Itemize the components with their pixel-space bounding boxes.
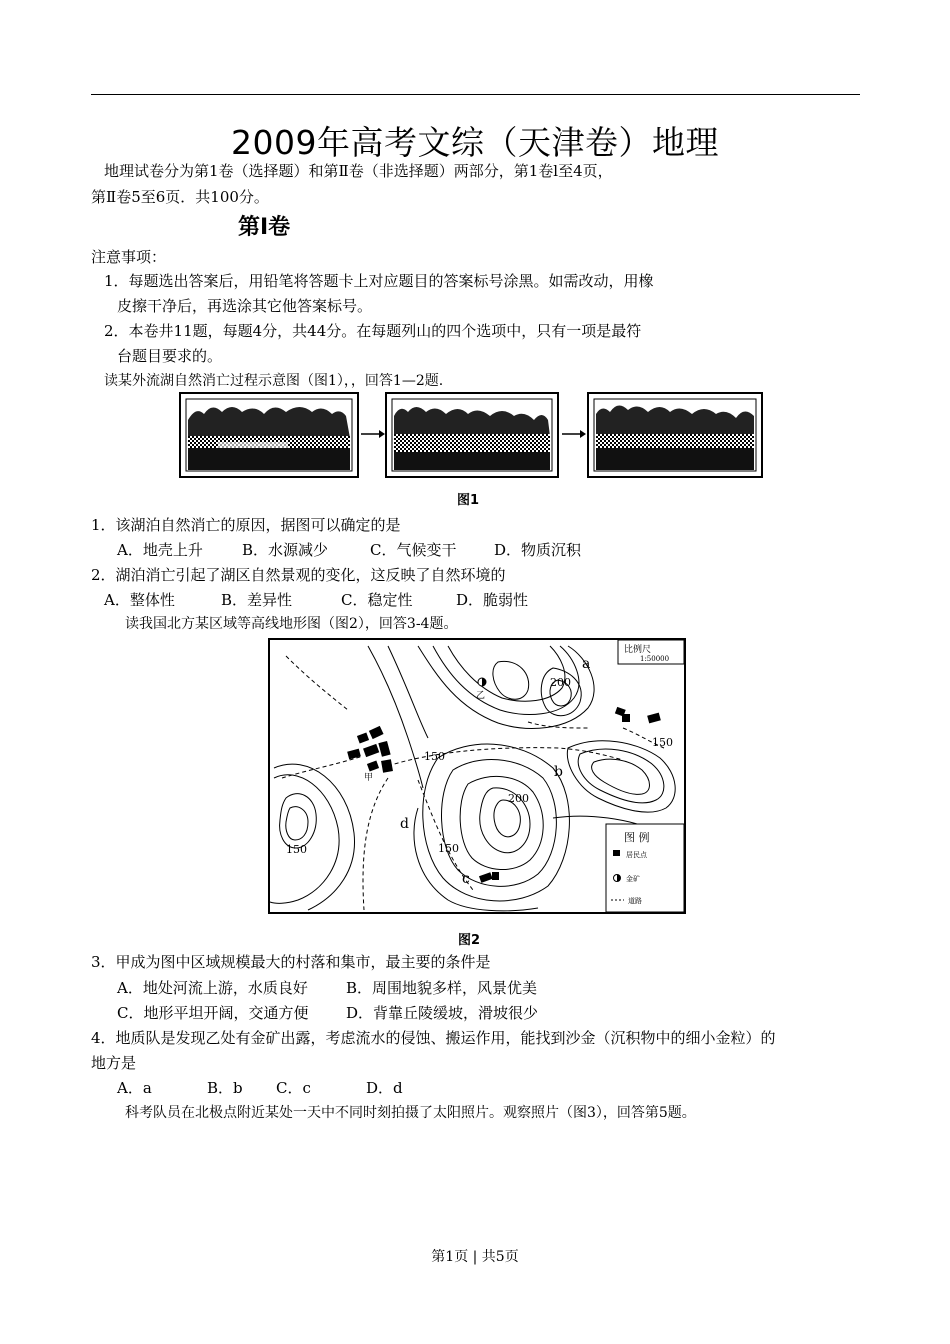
note-2-line-2: 台题目要求的。: [117, 347, 223, 365]
figure1-caption: 图1: [457, 493, 480, 508]
q2-option-c: C．稳定性: [341, 591, 413, 609]
point-label-a: a: [582, 656, 591, 672]
contour-label-150-right: 150: [652, 736, 673, 749]
q3-option-a: A．地处河流上游，水质良好: [117, 979, 308, 997]
q2-option-b: B．差异性: [221, 591, 293, 609]
header-rule: [91, 94, 860, 95]
point-label-d: d: [400, 816, 409, 832]
point-label-c: c: [462, 871, 470, 887]
q4-option-c: C．c: [276, 1079, 311, 1097]
q4-option-b: B．b: [207, 1079, 243, 1097]
q3-option-d: D．背靠丘陵缓坡，滑坡很少: [346, 1004, 539, 1022]
contour-label-200-center: 200: [508, 792, 529, 805]
figure2-legend: [606, 824, 684, 912]
lake-stage-3-panel: [588, 393, 762, 477]
point-label-jia: 甲: [364, 773, 374, 783]
page-footer: 第1页 | 共5页: [431, 1249, 519, 1265]
scale-value: 1:50000: [640, 655, 670, 663]
figure2-contour-map: [268, 638, 688, 916]
figure2-caption: 图2: [458, 933, 481, 948]
q2-option-a: A．整体性: [104, 591, 175, 609]
legend-item-settlement: 居民点: [626, 851, 647, 859]
q5-prompt: 科考队员在北极点附近某处一天中不同时刻拍摄了太阳照片。观察照片（图3），回答第5题。: [125, 1105, 696, 1121]
legend-item-gold: 金矿: [626, 875, 640, 883]
note-1-line-1: 1．每题选出答案后，用铅笔将答题卡上对应题目的答案标号涂黑。如需改动，用橡: [104, 272, 654, 290]
section-heading: 第Ⅰ卷: [238, 215, 291, 240]
legend-gold-icon: [614, 875, 621, 882]
q1-option-a: A．地壳上升: [117, 541, 203, 559]
lake-stage-1-panel: [180, 393, 358, 477]
scale-label: 比例尺: [624, 645, 652, 655]
q3-option-b: B．周围地貌多样，风景优美: [346, 979, 538, 997]
legend-settlement-icon: [613, 850, 620, 856]
q1-stem: 1．该湖泊自然消亡的原因，据图可以确定的是: [91, 516, 401, 534]
legend-title: 图 例: [624, 831, 650, 844]
point-label-yi: 乙: [476, 691, 486, 701]
contour-label-150-left: 150: [286, 843, 307, 856]
q2-stem: 2．湖泊消亡引起了湖区自然景观的变化，这反映了自然环境的: [91, 566, 506, 584]
arrow-icon-1: [361, 430, 385, 438]
gold-mine-icon: [478, 678, 486, 686]
q1-option-d: D．物质沉积: [494, 541, 582, 559]
note-1-line-2: 皮擦干净后，再选涂其它他答案标号。: [117, 297, 373, 315]
intro-line-1: 地理试卷分为第1卷（选择题）和第Ⅱ卷（非选择题）两部分，第1卷l至4页，: [104, 162, 613, 180]
arrow-icon-2: [562, 430, 586, 438]
intro-line-2: 第Ⅱ卷5至6页．共100分。: [91, 188, 269, 206]
lake-stage-2-panel: [386, 393, 558, 477]
q3-stem: 3．甲成为图中区域规模最大的村落和集市，最主要的条件是: [91, 953, 491, 971]
contour-label-150-center: 150: [424, 750, 445, 763]
note-2-line-1: 2．本卷井11题，每题4分，共44分。在每题列山的四个选项中，只有一项是最符: [104, 322, 642, 340]
notes-heading: 注意事项：: [91, 248, 167, 266]
contour-label-150-bottom: 150: [438, 842, 459, 855]
q1-option-c: C．气候变干: [370, 541, 457, 559]
figure2-prompt: 读我国北方某区域等高线地形图（图2），回答3-4题。: [125, 616, 458, 632]
figure1-prompt: 读某外流湖自然消亡过程示意图（图1），，回答1—2题.: [104, 373, 444, 389]
q4-option-d: D．d: [366, 1079, 403, 1097]
q2-option-d: D．脆弱性: [456, 591, 529, 609]
q4-stem-line-1: 4．地质队是发现乙处有金矿出露，考虑流水的侵蚀、搬运作用，能找到沙金（沉积物中的细小金粒）的: [91, 1029, 776, 1047]
page-title: 2009年高考文综（天津卷）地理: [231, 123, 719, 162]
contour-label-200-top: 200: [550, 676, 571, 689]
figure1-lake-stages: [178, 390, 766, 482]
point-label-b: b: [554, 764, 563, 780]
q1-option-b: B．水源减少: [242, 541, 329, 559]
q3-option-c: C．地形平坦开阔，交通方便: [117, 1004, 309, 1022]
legend-item-road: 道路: [628, 897, 642, 905]
q4-stem-line-2: 地方是: [91, 1054, 137, 1072]
q4-option-a: A．a: [117, 1079, 152, 1097]
